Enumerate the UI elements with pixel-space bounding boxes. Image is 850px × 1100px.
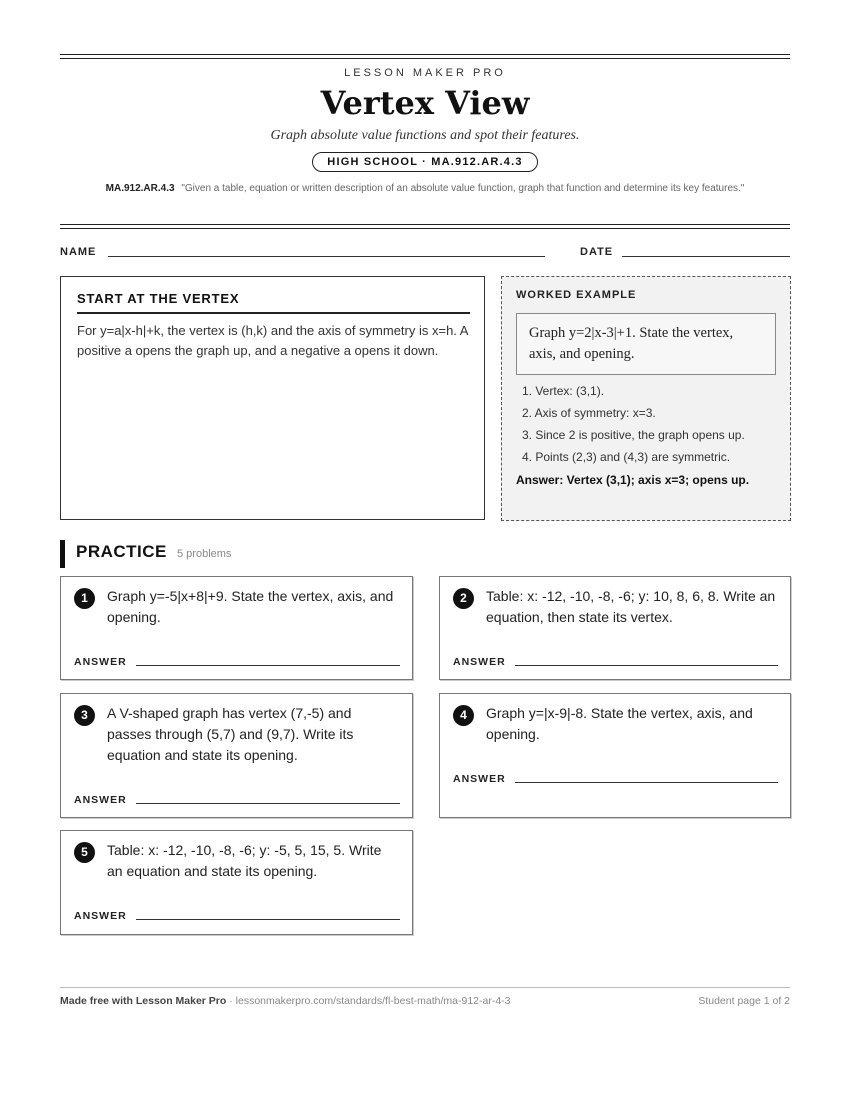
standard-text: "Given a table, equation or written description of an absolute value function, graph that function and determine its key features."	[181, 183, 745, 194]
answer-label: ANSWER	[453, 656, 506, 668]
worked-example-problem: Graph y=2|x-3|+1. State the vertex, axis, and opening.	[516, 313, 776, 375]
problem-number: 4	[453, 705, 474, 726]
answer-label: ANSWER	[74, 656, 127, 668]
problem-number: 5	[74, 842, 95, 863]
worked-example-title: WORKED EXAMPLE	[516, 289, 637, 301]
answer-field[interactable]	[515, 665, 778, 666]
intro-title: START AT THE VERTEX	[77, 291, 470, 314]
problem-number: 3	[74, 705, 95, 726]
badge-wrap	[0, 152, 850, 172]
problem-card-1	[60, 576, 413, 680]
footer-made-with: Made free with Lesson Maker Pro	[60, 995, 227, 1007]
standard-code: MA.912.AR.4.3	[105, 183, 175, 194]
intro-body: For y=a|x-h|+k, the vertex is (h,k) and the axis of symmetry is x=h. A positive a opens the graph up, and a negative a opens it down.	[77, 323, 468, 358]
name-field[interactable]	[108, 256, 545, 257]
problem-card-3	[60, 693, 413, 818]
problem-text: Table: x: -12, -10, -8, -6; y: -5, 5, 15, 5. Write an equation and state its opening.	[107, 842, 382, 879]
problem-text: A V-shaped graph has vertex (7,-5) and passes through (5,7) and (9,7). Write its equation and state its opening.	[107, 705, 354, 763]
brand-name: LESSON MAKER PRO	[344, 67, 506, 79]
worked-example-step: 2. Axis of symmetry: x=3.	[522, 406, 656, 420]
date-field[interactable]	[622, 256, 790, 257]
intro-box	[60, 276, 485, 520]
answer-field[interactable]	[136, 665, 400, 666]
footer-rule	[60, 987, 790, 988]
grade-standard-badge: HIGH SCHOOL · MA.912.AR.4.3	[312, 152, 537, 172]
problem-card-4	[439, 693, 791, 818]
answer-label: ANSWER	[74, 910, 127, 922]
problem-text: Graph y=-5|x+8|+9. State the vertex, axis, and opening.	[107, 588, 394, 625]
problem-text: Table: x: -12, -10, -8, -6; y: 10, 8, 6, 8. Write an equation, then state its vertex.	[486, 588, 776, 625]
problem-number: 2	[453, 588, 474, 609]
page-title: Vertex View	[320, 84, 530, 122]
answer-field[interactable]	[136, 919, 400, 920]
header-top-rule	[60, 54, 790, 59]
problem-card-5	[60, 830, 413, 935]
answer-field[interactable]	[136, 803, 400, 804]
page-subtitle: Graph absolute value functions and spot their features.	[270, 128, 580, 143]
standard-description	[80, 181, 770, 197]
header-bottom-rule	[60, 224, 790, 229]
worked-example-step: 3. Since 2 is positive, the graph opens up.	[522, 428, 745, 442]
date-label: DATE	[580, 246, 614, 258]
worked-example-answer: Answer: Vertex (3,1); axis x=3; opens up.	[516, 473, 750, 487]
worked-example-step: 1. Vertex: (3,1).	[522, 384, 605, 398]
practice-title: PRACTICE	[76, 542, 167, 561]
answer-label: ANSWER	[453, 773, 506, 785]
answer-field[interactable]	[515, 782, 778, 783]
worked-example-steps	[516, 380, 786, 468]
answer-label: ANSWER	[74, 794, 127, 806]
footer-page-number: Student page 1 of 2	[698, 995, 790, 1007]
practice-accent-bar	[60, 540, 65, 568]
problem-text: Graph y=|x-9|-8. State the vertex, axis, and opening.	[486, 705, 753, 742]
name-label: NAME	[60, 246, 97, 258]
problem-card-2	[439, 576, 791, 680]
worked-example-step: 4. Points (2,3) and (4,3) are symmetric.	[522, 450, 731, 464]
footer-credit	[60, 995, 511, 1007]
footer-url[interactable]: · lessonmakerpro.com/standards/fl-best-math/ma-912-ar-4-3	[226, 995, 511, 1007]
problem-number: 1	[74, 588, 95, 609]
worked-example-box	[501, 276, 791, 521]
practice-count: 5 problems	[177, 548, 232, 560]
